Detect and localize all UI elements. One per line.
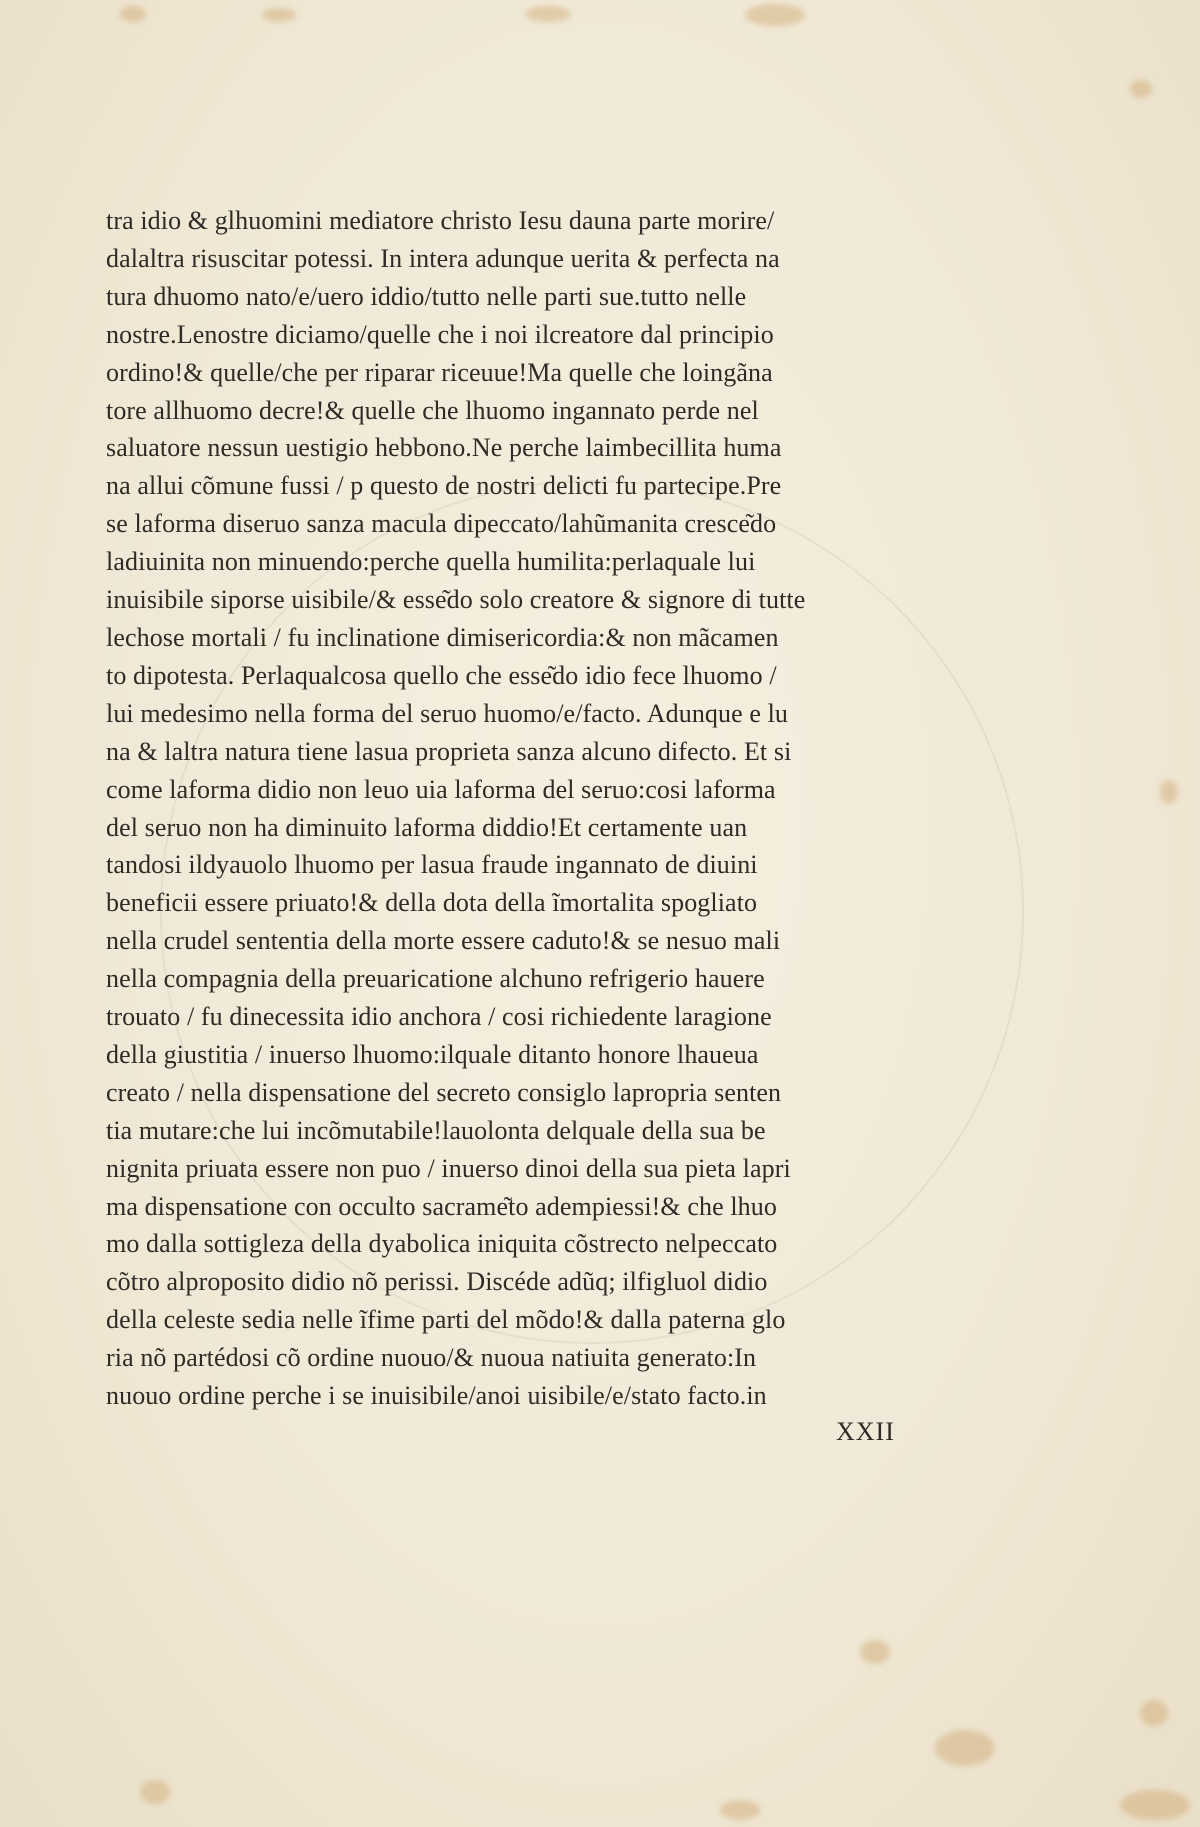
foxing-stain [860,1640,890,1664]
foxing-stain [935,1730,995,1766]
text-line: dalaltra risuscitar potessi. In intera adunque uerita & perfecta na [106,243,780,273]
text-line: tia mutare:che lui incõmutabile!lauolonta delquale della sua be [106,1115,766,1145]
text-line: ria nõ partédosi cõ ordine nuouo/& nuoua natiuita generato:In [106,1343,757,1373]
body-text [106,202,946,1415]
foxing-stain [140,1780,170,1804]
text-line: tore allhuomo decre!& quelle che lhuomo ingannato perde nel [106,395,759,425]
text-line: della celeste sedia nelle ĩfime parti del mõdo!& dalla paterna glo [106,1305,786,1335]
text-line: na allui cõmune fussi / p questo de nostri delicti fu partecipe.Pre [106,471,782,501]
text-line: cõtro alproposito didio nõ perissi. Discéde adũq; ilfigluol didio [106,1267,768,1297]
text-line: nignita priuata essere non puo / inuerso dinoi della sua pieta lapri [106,1153,791,1183]
text-line: trouato / fu dinecessita idio anchora / cosi richiedente laragione [106,1002,772,1032]
foxing-stain [1120,1790,1190,1820]
text-line: se laforma diseruo sanza macula dipeccato/lahũmanita cresce͂do [106,509,777,539]
foxing-stain [1140,1700,1168,1726]
foxing-stain [1130,80,1152,98]
foxing-stain [120,6,146,22]
foxing-stain [1160,780,1178,804]
text-line: tra idio & glhuomini mediatore christo Iesu dauna parte morire/ [106,206,775,235]
text-line: na & laltra natura tiene lasua proprieta sanza alcuno difecto. Et si [106,736,792,766]
text-line: tura dhuomo nato/e/uero iddio/tutto nelle parti sue.tutto nelle [106,281,747,311]
text-line: della giustitia / inuerso lhuomo:ilquale ditanto honore lhaueua [106,1039,759,1069]
text-line: nuouo ordine perche i se inuisibile/anoi uisibile/e/stato facto.in [106,1381,767,1411]
foxing-stain [525,6,571,22]
text-line: tandosi ildyauolo lhuomo per lasua fraude ingannato de diuini [106,850,758,880]
text-line: ladiuinita non minuendo:perche quella humilita:perlaquale lui [106,547,756,577]
text-line: beneficii essere priuato!& della dota della ĩmortalita spogliato [106,888,758,918]
text-line: lui medesimo nella forma del seruo huomo/e/facto. Adunque e lu [106,698,789,728]
text-line: ordino!& quelle/che per riparar riceuue!Ma quelle che loingãna [106,357,773,387]
text-line: creato / nella dispensatione del secreto consiglo lapropria senten [106,1077,782,1107]
text-line: ma dispensatione con occulto sacrame͂to adempiessi!& che lhuo [106,1191,777,1221]
text-line: del seruo non ha diminuito laforma diddio!Et certamente uan [106,812,748,842]
foxing-stain [745,4,805,26]
text-line: nella compagnia della preuaricatione alchuno refrigerio hauere [106,964,765,994]
text-line: come laforma didio non leuo uia laforma del seruo:cosi laforma [106,774,776,804]
foxing-stain [720,1800,760,1820]
text-line: mo dalla sottigleza della dyabolica iniquita cõstrecto nelpeccato [106,1229,778,1259]
foxing-stain [262,8,296,22]
text-line: saluatore nessun uestigio hebbono.Ne perche laimbecillita huma [106,433,782,463]
folio-number: XXII [836,1417,895,1446]
text-line: lechose mortali / fu inclinatione dimisericordia:& non mãcamen [106,622,779,652]
text-line: inuisibile siporse uisibile/& esse͂do solo creatore & signore di tutte [106,585,806,615]
text-line: nostre.Lenostre diciamo/quelle che i noi ilcreatore dal principio [106,319,774,349]
text-line: nella crudel sententia della morte essere caduto!& se nesuo mali [106,926,781,956]
text-line: to dipotesta. Perlaqualcosa quello che esse͂do idio fece lhuomo / [106,660,777,690]
